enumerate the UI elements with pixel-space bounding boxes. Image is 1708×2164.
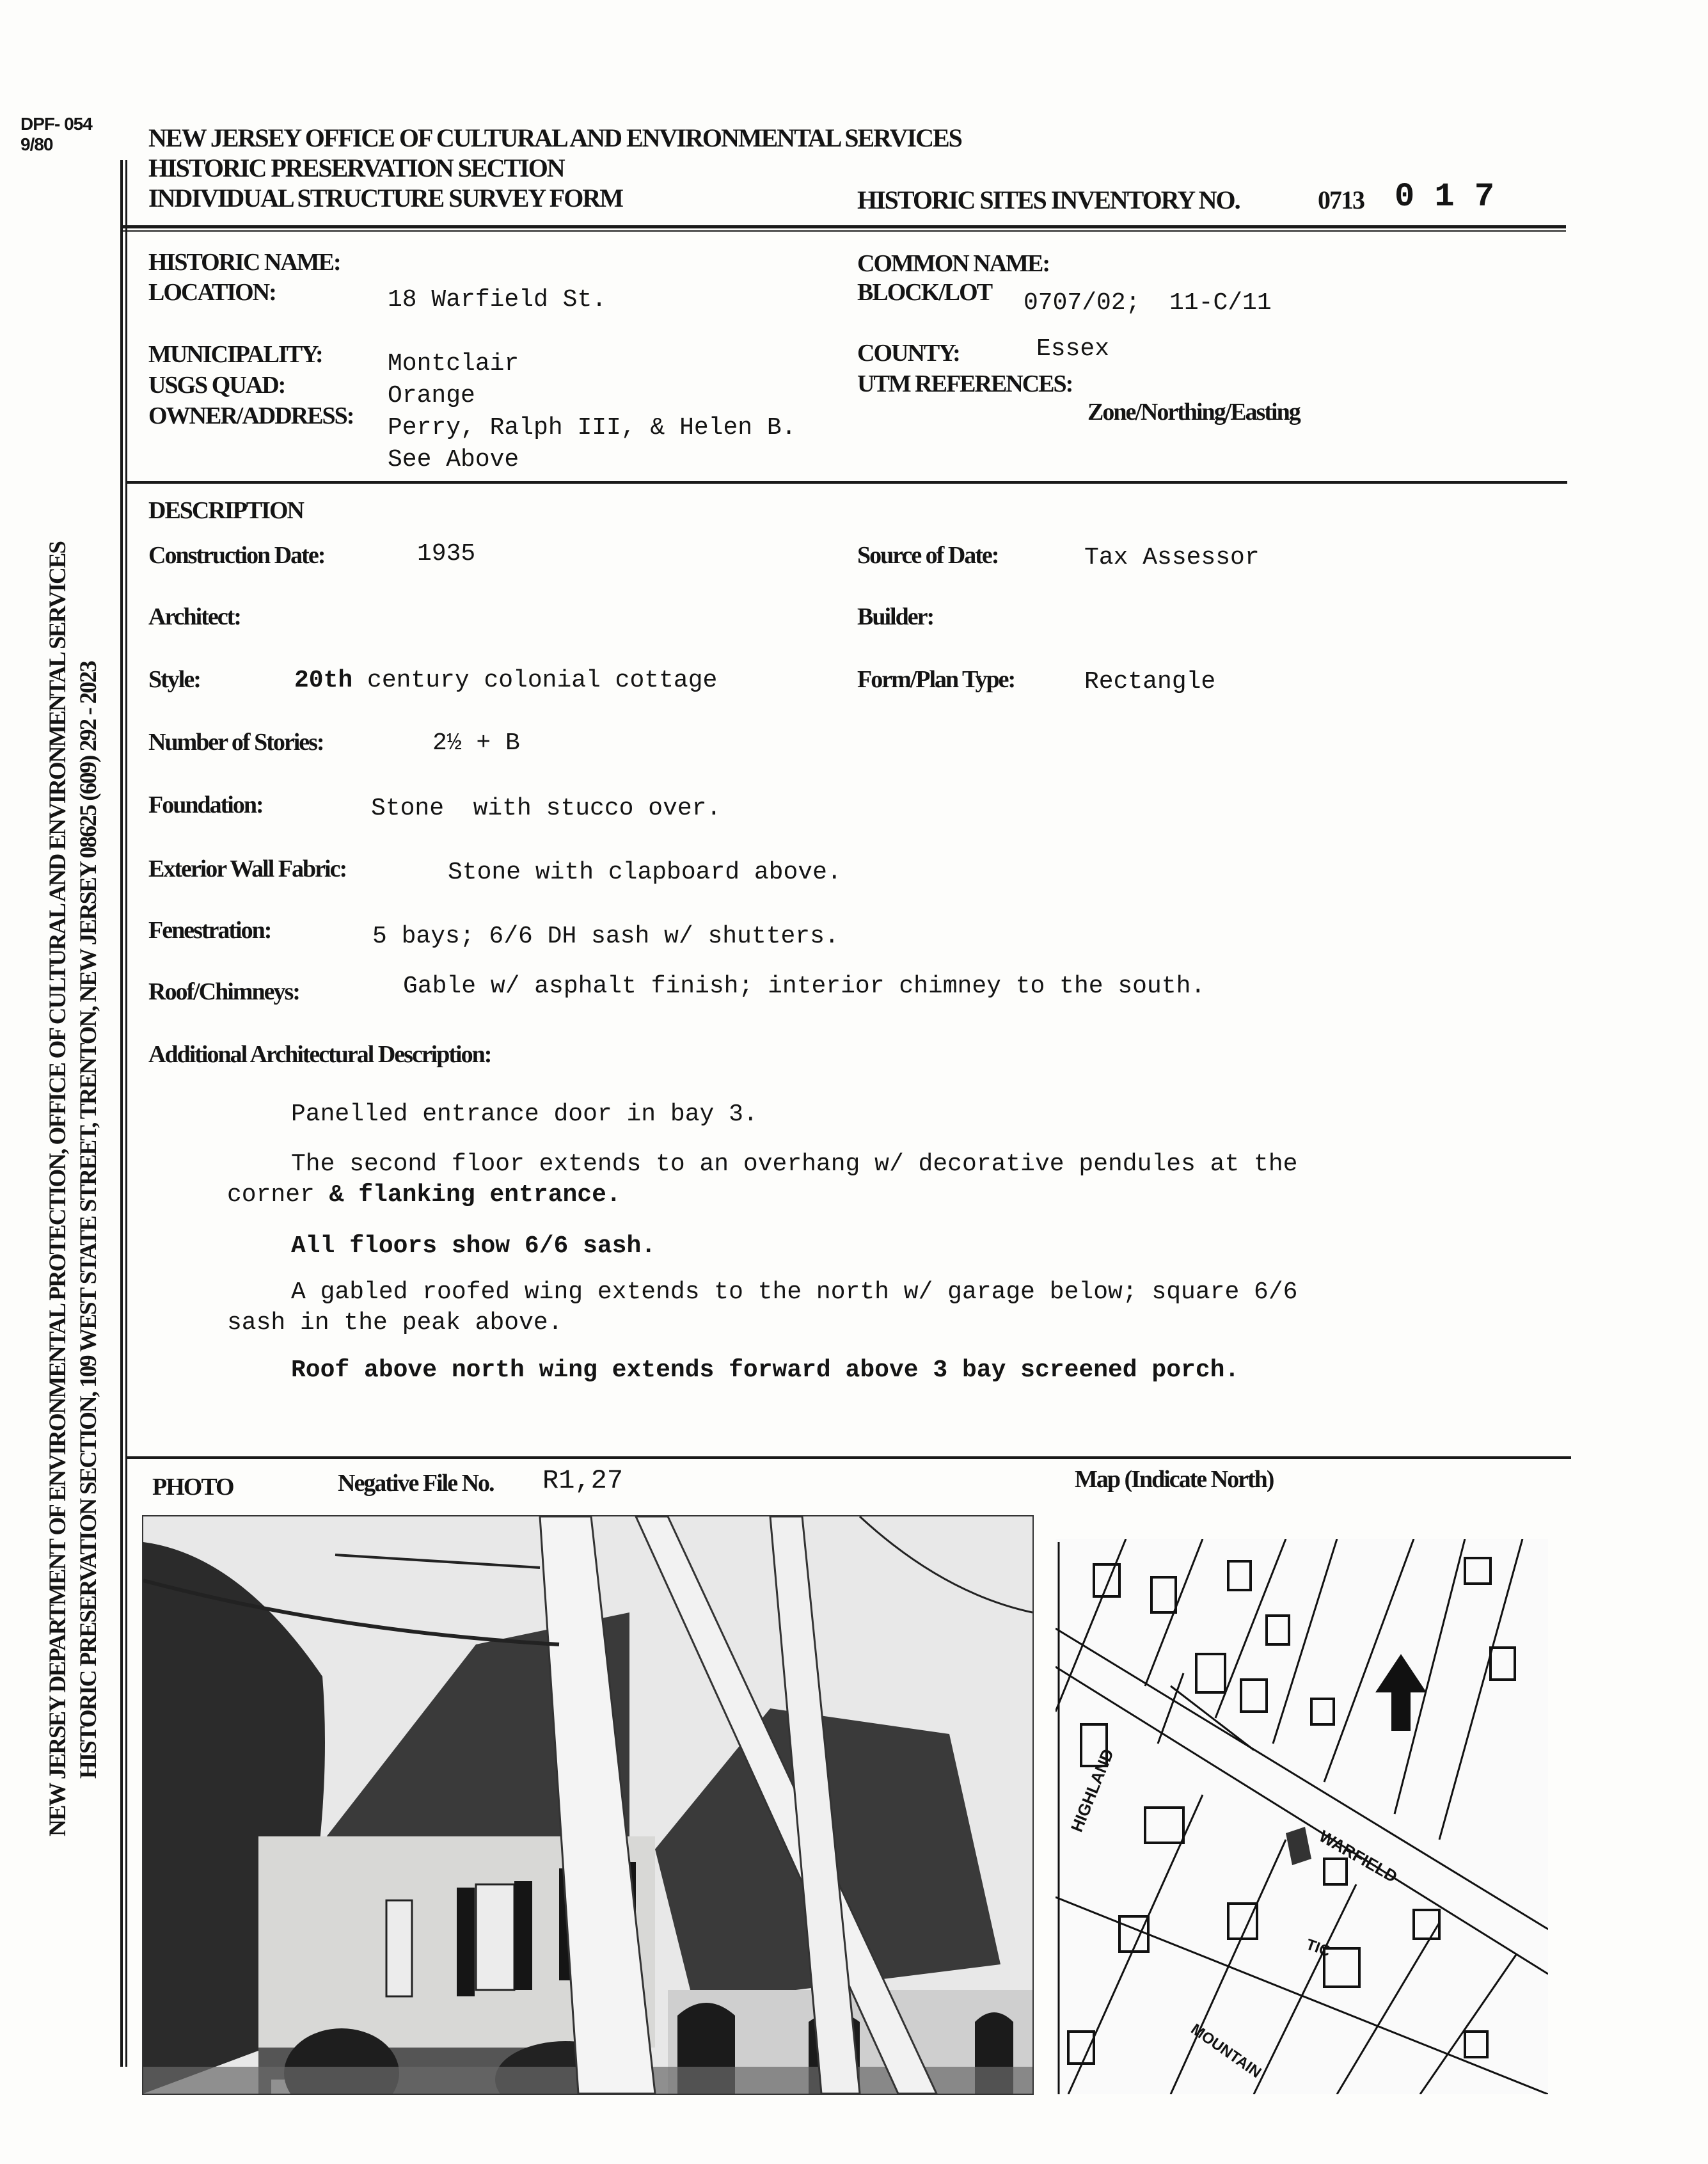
exterior-wall-label: Exterior Wall Fabric: (148, 855, 347, 882)
inventory-number: 0 1 7 (1395, 178, 1495, 216)
construction-date-value: 1935 (417, 540, 476, 568)
form-title: INDIVIDUAL STRUCTURE SURVEY FORM (148, 184, 622, 212)
negative-file-label: Negative File No. (338, 1470, 494, 1497)
county-label: COUNTY: (857, 340, 960, 367)
form-revision-date: 9/80 (20, 134, 53, 154)
additional-paragraph-2-line-2 (227, 1180, 621, 1211)
additional-paragraph-1: Panelled entrance door in bay 3. (291, 1101, 758, 1128)
form-plan-label: Form/Plan Type: (857, 666, 1015, 693)
block-lot-label: BLOCK/LOT (857, 279, 992, 306)
fenestration-value: 5 bays; 6/6 DH sash w/ shutters. (372, 923, 839, 950)
architect-label: Architect: (148, 603, 241, 630)
address-value: See Above (388, 446, 519, 473)
fenestration-label: Fenestration: (148, 917, 271, 944)
map-label: Map (Indicate North) (1075, 1466, 1274, 1493)
style-value (294, 665, 717, 696)
header-rule (120, 225, 1566, 228)
form-code: DPF- 054 (20, 114, 92, 134)
paragraph-2-plain: corner (227, 1181, 329, 1209)
source-of-date-value: Tax Assessor (1084, 544, 1260, 571)
usgs-quad-value: Orange (388, 382, 475, 410)
left-border (120, 160, 123, 2067)
additional-paragraph-4-line-1: A gabled roofed wing extends to the north w/ garage below; square 6/6 (291, 1278, 1298, 1306)
style-value-rest: century colonial cottage (352, 667, 718, 694)
additional-paragraph-5: Roof above north wing extends forward above 3 bay screened porch. (291, 1356, 1240, 1384)
stories-label: Number of Stories: (148, 729, 324, 756)
sidebar-address-text: HISTORIC PRESERVATION SECTION, 109 WEST STATE STREET, TRENTON, NEW JERSEY 08625 (609) 292 - 2023 (75, 662, 102, 1779)
block-lot-value: 0707/02; 11-C/11 (1024, 289, 1272, 317)
identification-rule (125, 481, 1567, 484)
owner-value: Perry, Ralph III, & Helen B. (388, 414, 796, 442)
foundation-label: Foundation: (148, 792, 263, 818)
builder-label: Builder: (857, 603, 934, 630)
map-street-highland: HIGHLAND (1066, 1746, 1118, 1835)
location-map (1056, 1539, 1548, 2094)
construction-date-label: Construction Date: (148, 542, 325, 569)
negative-file-value: R1,27 (542, 1465, 624, 1496)
sidebar-department-text: NEW JERSEY DEPARTMENT OF ENVIRONMENTAL PROTECTION, OFFICE OF CULTURAL AND ENVIRONMENTAL SERVICES (45, 542, 71, 1836)
municipality-label: MUNICIPALITY: (148, 341, 322, 368)
agency-title: NEW JERSEY OFFICE OF CULTURAL AND ENVIRONMENTAL SERVICES (148, 123, 961, 152)
form-plan-value: Rectangle (1084, 668, 1216, 696)
additional-paragraph-4-line-2: sash in the peak above. (227, 1309, 563, 1337)
additional-paragraph-2-line-1: The second floor extends to an overhang w/ decorative pendules at the (291, 1150, 1298, 1178)
additional-paragraph-3: All floors show 6/6 sash. (291, 1232, 656, 1260)
map-label-tic: TIC (1303, 1936, 1333, 1961)
paragraph-2-bold: & flanking entrance. (329, 1181, 621, 1209)
header-rule-thin (120, 230, 1566, 232)
inventory-prefix: 0713 (1318, 186, 1364, 214)
additional-description-label: Additional Architectural Description: (148, 1041, 491, 1068)
style-label: Style: (148, 666, 200, 693)
county-value: Essex (1036, 335, 1110, 363)
description-rule (125, 1456, 1571, 1459)
location-label: LOCATION: (148, 279, 276, 306)
source-of-date-label: Source of Date: (857, 542, 999, 569)
foundation-value: Stone with stucco over. (371, 795, 722, 822)
section-title: HISTORIC PRESERVATION SECTION (148, 154, 564, 182)
exterior-wall-value: Stone with clapboard above. (448, 859, 842, 886)
map-illustration (1056, 1539, 1548, 2094)
municipality-value: Montclair (388, 350, 519, 378)
owner-address-label: OWNER/ADDRESS: (148, 402, 354, 429)
house-photo-illustration (143, 1516, 1032, 2094)
historic-name-label: HISTORIC NAME: (148, 249, 340, 276)
inventory-label: HISTORIC SITES INVENTORY NO. (857, 186, 1240, 214)
roof-chimneys-label: Roof/Chimneys: (148, 978, 299, 1005)
form-number (20, 114, 92, 155)
utm-sublabel: Zone/Northing/Easting (1087, 399, 1300, 426)
map-street-mountain: MOUNTAIN (1187, 2020, 1265, 2082)
description-heading: DESCRIPTION (148, 497, 303, 524)
roof-chimneys-value: Gable w/ asphalt finish; interior chimney to the south. (403, 973, 1206, 1000)
usgs-quad-label: USGS QUAD: (148, 372, 285, 399)
map-street-warfield: WARFIELD (1316, 1826, 1401, 1887)
left-border-inner (125, 160, 127, 2067)
utm-label: UTM REFERENCES: (857, 370, 1073, 397)
common-name-label: COMMON NAME: (857, 250, 1049, 277)
location-value: 18 Warfield St. (388, 286, 607, 314)
stories-value: 2½ + B (432, 729, 520, 757)
style-value-bold: 20th (294, 667, 353, 694)
photo-label: PHOTO (152, 1474, 233, 1500)
house-photo (142, 1515, 1034, 2095)
